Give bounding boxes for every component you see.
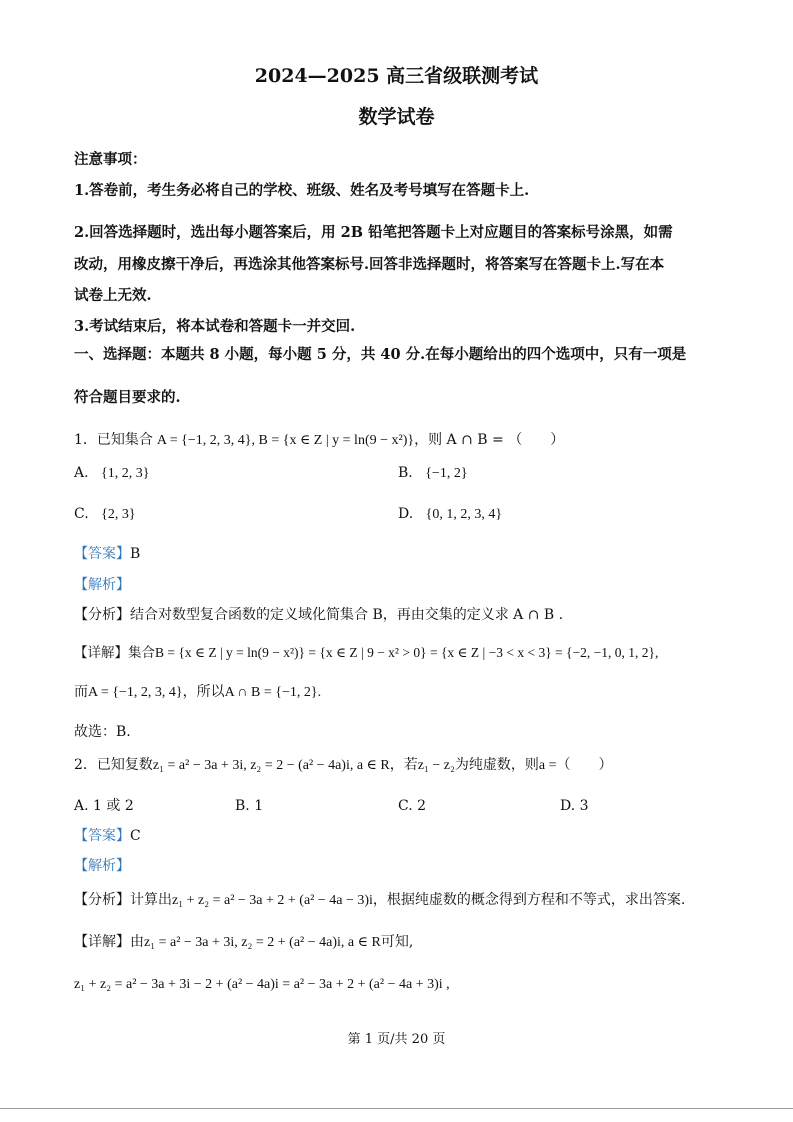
- q2-analysis-tag: 【解析】: [74, 858, 130, 874]
- page-number: 第 1 页/共 20 页: [347, 1032, 446, 1047]
- q1-xiangjie: 【详解】集合B = {x ∈ Z | y = ln(9 − x²)} = {x ∈ Z | 9 − x² > 0} = {x ∈ Z | −3 < x < 3} = {−2, −1, 0, 1, 2},: [74, 645, 659, 661]
- q2-xiangjie-line-2: z₁ + z₂ = a² − 3a + 3i − 2 + (a² − 4a)i = a² − 3a + 2 + (a² − 4a + 3)i ,: [74, 977, 450, 992]
- notice-item-2-line-2: 改动，用橡皮擦干净后，再选涂其他答案标号.回答非选择题时，将答案写在答题卡上.写在本: [74, 256, 665, 273]
- q1-fenxi-text: 结合对数型复合函数的定义域化简集合 B，再由交集的定义求 A ∩ B .: [130, 607, 564, 623]
- q2-option-a: A. 1 或 2: [74, 798, 134, 814]
- q1-ask: ，则 A ∩ B = （ ）: [414, 432, 565, 448]
- q2-stem: 2．已知复数z₁ = a² − 3a + 3i, z₂ = 2 − (a² − 4a)i, a ∈ R，若z₁ − z₂为纯虚数，则a =（ ）: [74, 757, 613, 773]
- exam-title: 2024—2025 高三省级联测考试: [254, 65, 539, 87]
- q1-answer-value: B: [130, 546, 141, 562]
- answer-tag: 【答案】: [74, 546, 130, 562]
- fenxi-tag: 【分析】: [74, 607, 130, 623]
- q1-math: A = {−1, 2, 3, 4}, B = {x ∈ Z | y = ln(9 − x²)}: [156, 433, 415, 448]
- exam-subtitle: 数学试卷: [358, 106, 435, 128]
- notice-item-3: 3.考试结束后，将本试卷和答题卡一并交回.: [74, 318, 356, 335]
- q1-option-d: D. {0, 1, 2, 3, 4}: [398, 506, 503, 522]
- answer-tag: 【答案】: [74, 828, 130, 844]
- q1-xiangjie-line-2: 而A = {−1, 2, 3, 4}，所以A ∩ B = {−1, 2}.: [74, 684, 322, 700]
- q2-fenxi: 【分析】计算出z₁ + z₂ = a² − 3a + 2 + (a² − 4a − 3)i，根据纯虚数的概念得到方程和不等式，求出答案.: [74, 892, 686, 908]
- q1-option-b: B. {−1, 2}: [398, 465, 468, 481]
- q1-answer: [74, 544, 140, 564]
- xiangjie-tag: 【详解】: [74, 645, 128, 661]
- notice-item-1: 1.答卷前，考生务必将自己的学校、班级、姓名及考号填写在答题卡上.: [74, 182, 530, 199]
- notice-heading: 注意事项：: [74, 151, 147, 168]
- q1-xiangjie-math: B = {x ∈ Z | y = ln(9 − x²)} = {x ∈ Z | 9 − x² > 0} = {x ∈ Z | −3 < x < 3} = {−2, −1, 0, 1, 2},: [155, 645, 659, 660]
- q2-math: z₁ = a² − 3a + 3i, z₂ = 2 − (a² − 4a)i, a ∈ R: [152, 758, 390, 773]
- bottom-divider: [0, 1108, 793, 1109]
- section-heading-line-1: 一、选择题：本题共 8 小题，每小题 5 分，共 40 分.在每小题给出的四个选项中，只有一项是: [74, 346, 687, 363]
- q2-answer: [74, 826, 141, 846]
- q2-option-d: D. 3: [560, 798, 589, 814]
- notice-item-2-line-1: 2.回答选择题时，选出每小题答案后，用 2B 铅笔把答题卡上对应题目的答案标号涂黑，如需: [74, 224, 673, 241]
- q1-fenxi: [74, 605, 563, 625]
- q1-option-c: C. {2, 3}: [74, 506, 136, 522]
- q1-conclusion: 故选：B.: [74, 724, 131, 740]
- q2-answer-value: C: [130, 828, 141, 844]
- q1-prefix: 1．已知集合: [74, 432, 153, 448]
- q2-option-b: B. 1: [235, 798, 264, 814]
- q1-option-a: A. {1, 2, 3}: [74, 465, 150, 481]
- q1-stem: [74, 430, 564, 451]
- notice-item-2-line-3: 试卷上无效.: [74, 287, 152, 304]
- q2-xiangjie: 【详解】由z₁ = a² − 3a + 3i, z₂ = 2 + (a² − 4a)i, a ∈ R可知,: [74, 934, 414, 950]
- section-heading-line-2: 符合题目要求的.: [74, 389, 181, 406]
- q2-option-c: C. 2: [398, 798, 427, 814]
- q1-analysis-tag: 【解析】: [74, 577, 130, 593]
